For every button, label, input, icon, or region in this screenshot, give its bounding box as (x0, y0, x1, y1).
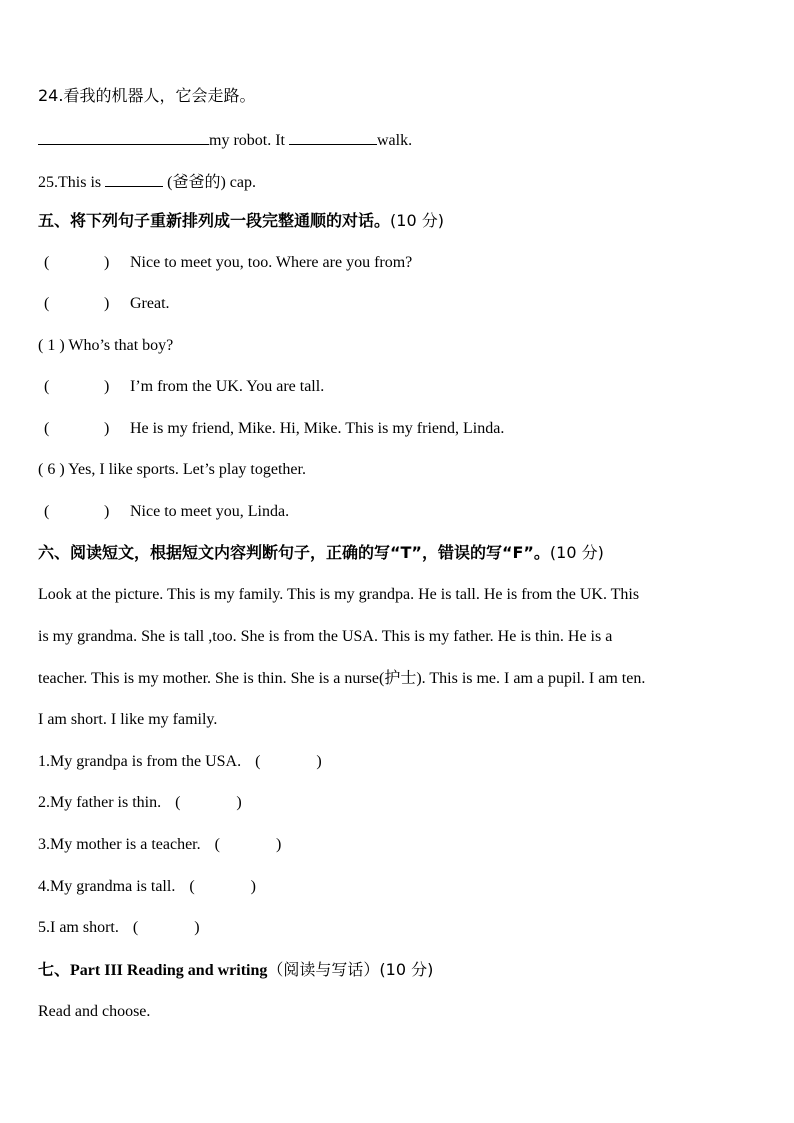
section7-heading (38, 960, 433, 981)
q24-prompt (38, 86, 255, 107)
paren-close: ) (316, 753, 322, 770)
section5-row-text: He is my friend, Mike. Hi, Mike. This is my friend, Linda. (130, 420, 505, 437)
paren-open: ( (214, 836, 220, 853)
paren-open: ( (255, 753, 261, 770)
section5-row (38, 294, 170, 314)
tf-statement (38, 752, 322, 772)
q25-blank[interactable] (105, 170, 163, 187)
paren-close: ) (194, 919, 200, 936)
passage-line (38, 710, 217, 730)
tf-statement (38, 835, 281, 855)
paren-close: ) (104, 378, 110, 395)
paren-open: ( (44, 295, 50, 312)
passage-line-text: I am short. I like my family. (38, 711, 218, 728)
section5-score: (10 分) (390, 211, 444, 230)
tf-statement-text: 1.My grandpa is from the USA. (38, 753, 242, 770)
q25-after: (爸爸的) cap. (167, 174, 256, 191)
tf-statement (38, 793, 242, 813)
paren-close: ) (104, 254, 110, 271)
section7-score: (10 分) (379, 960, 434, 979)
section7-title-prefix: 七、 (38, 960, 71, 979)
section7-title-en: Part III Reading and writing (70, 962, 268, 979)
q24-blank-2[interactable] (289, 128, 377, 145)
section5-row (38, 419, 504, 439)
passage-line-text: teacher. This is my mother. She is thin. She is a nurse(护士). This is me. I am a pupil. I am ten. (38, 670, 646, 687)
section5-row (38, 502, 289, 522)
section5-row (38, 460, 306, 480)
section5-row (38, 377, 324, 397)
paren-close: ) (104, 503, 110, 520)
section5-row-text: Nice to meet you, Linda. (130, 503, 290, 520)
paren-close: ) (275, 836, 282, 853)
paren-open: ( (132, 919, 139, 936)
passage-line (38, 627, 612, 647)
section5-row-text: Yes, I like sports. Let’s play together. (68, 461, 306, 478)
paren-open: ( (44, 420, 50, 437)
section5-row-text: Nice to meet you, too. Where are you from? (130, 254, 413, 271)
q24-answer-part2: walk. (377, 132, 413, 149)
section7-instruction-line (38, 1002, 150, 1022)
passage-line (38, 669, 645, 689)
section5-heading (38, 211, 444, 231)
section5-row (38, 336, 173, 356)
section5-row (38, 253, 412, 273)
section5-row-text: Great. (130, 295, 170, 312)
section6-title: 六、阅读短文，根据短文内容判断句子，正确的写“T”，错误的写“F”。 (38, 543, 550, 562)
tf-statement (38, 918, 200, 938)
paren-close: ) (236, 794, 242, 811)
paren-open: ( (189, 878, 195, 895)
tf-statement (38, 877, 256, 897)
section5-title: 五、将下列句子重新排列成一段完整通顺的对话。 (38, 211, 391, 230)
section6-heading (38, 543, 604, 563)
passage-line-text: is my grandma. She is tall ,too. She is from the USA. This is my father. He is thin. He is a (38, 628, 613, 645)
tf-statement-text: 4.My grandma is tall. (38, 878, 176, 895)
section5-row-text: Who’s that boy? (68, 337, 174, 354)
section5-row-text: I’m from the UK. You are tall. (130, 378, 325, 395)
q25-before: 25.This is (38, 174, 102, 191)
tf-statement-text: 3.My mother is a teacher. (38, 836, 201, 853)
passage-line (38, 585, 639, 605)
tf-statement-text: 5.I am short. (38, 919, 119, 936)
section5-row-number: ( 1 ) (38, 337, 65, 354)
section7-instruction: Read and choose. (38, 1003, 151, 1020)
paren-open: ( (44, 254, 50, 271)
passage-line-text: Look at the picture. This is my family. This is my grandpa. He is tall. He is from the UK. This (38, 586, 640, 603)
paren-open: ( (44, 378, 50, 395)
tf-statement-text: 2.My father is thin. (38, 794, 162, 811)
q25-line (38, 170, 256, 193)
q24-blank-1[interactable] (38, 128, 209, 145)
q24-answer-part1: my robot. It (209, 132, 285, 149)
section5-row-number: ( 6 ) (38, 461, 65, 478)
paren-open: ( (175, 794, 181, 811)
paren-close: ) (104, 420, 110, 437)
q24-prompt-text: 24.看我的机器人，它会走路。 (38, 86, 256, 105)
paren-close: ) (250, 878, 256, 895)
paren-close: ) (104, 295, 110, 312)
section7-title-suffix: （阅读与写话） (267, 960, 380, 979)
paren-open: ( (44, 503, 50, 520)
q24-answer-line (38, 128, 412, 151)
section6-score: (10 分) (549, 543, 604, 562)
